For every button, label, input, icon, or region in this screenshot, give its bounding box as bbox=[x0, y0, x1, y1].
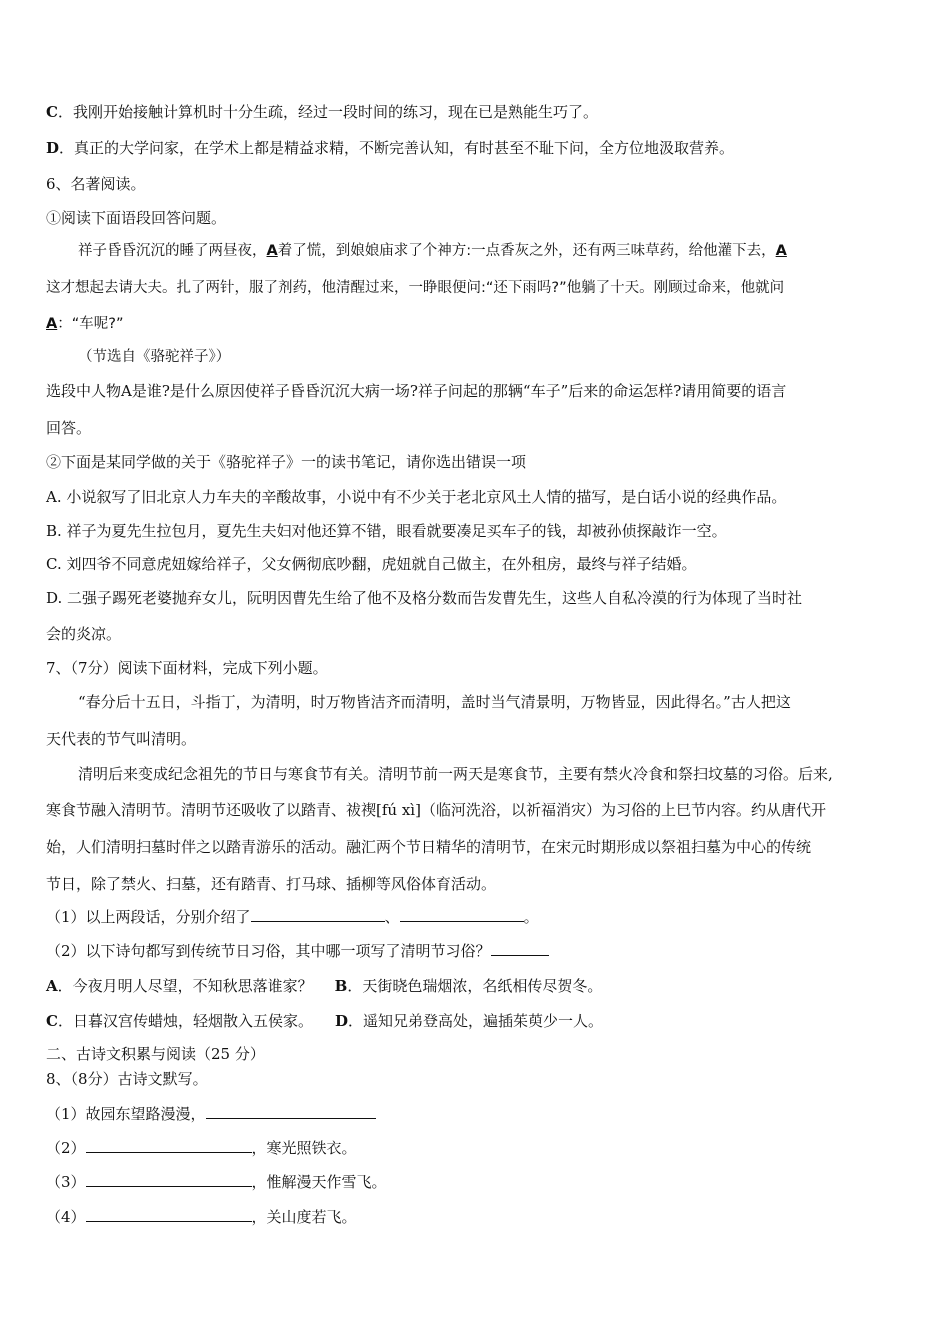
q8-heading: 8、（8分）古诗文默写。 bbox=[46, 1070, 208, 1088]
passage-line-3: A：“车呢?” bbox=[46, 316, 124, 332]
q8-item-1: （1）故园东望路漫漫， bbox=[46, 1104, 910, 1124]
q7-p2-line-3: 始，人们清明扫墓时伴之以踏青游乐的活动。融汇两个节日精华的清明节，在宋元时期形成以祭祖扫墓为中心的传统 bbox=[46, 838, 812, 856]
q5-option-c: C．我刚开始接触计算机时十分生疏，经过一段时间的练习，现在已是熟能生巧了。 bbox=[46, 103, 598, 121]
q7-options-cd: C．日暮汉宫传蜡烛，轻烟散入五侯家。 D．遥知兄弟登高处，遍插茱萸少一人。 bbox=[46, 1012, 603, 1030]
q6-question-line-1: 选段中人物A是谁?是什么原因使祥子昏昏沉沉大病一场?祥子问起的那辆“车子”后来的命运怎样?请用简要的语言 bbox=[46, 382, 787, 400]
q8-item-4: （4） ，关山度若飞。 bbox=[46, 1208, 357, 1226]
answer-blank[interactable] bbox=[86, 1207, 252, 1222]
q6-question-line-2: 回答。 bbox=[46, 419, 92, 437]
q5-option-d: D．真正的大学问家，在学术上都是精益求精，不断完善认知，有时甚至不耻下问，全方位地汲取营养。 bbox=[46, 139, 735, 157]
q8-item-2: （2） ，寒光照铁衣。 bbox=[46, 1139, 357, 1157]
passage-line-1: 祥子昏昏沉沉的睡了两昼夜，A着了慌，到娘娘庙求了个神方:一点香灰之外，还有两三味草药，给他灌下去，A bbox=[78, 243, 787, 259]
q7-p2-line-4: 节日，除了禁火、扫墓，还有踏青、打马球、插柳等风俗体育活动。 bbox=[46, 875, 497, 893]
q7-subq-2: （2）以下诗句都写到传统节日习俗，其中哪一项写了清明节习俗？ bbox=[46, 941, 910, 961]
section-2-heading: 二、古诗文积累与阅读（25 分） bbox=[46, 1045, 265, 1063]
q6-option-d-cont: 会的炎凉。 bbox=[46, 625, 122, 643]
q6-option-d: D. 二强子踢死老婆抛弃女儿，阮明因曹先生给了他不及格分数而告发曹先生，这些人自私冷漠的行为体现了当时社 bbox=[46, 589, 803, 607]
answer-blank[interactable] bbox=[251, 907, 385, 922]
answer-blank[interactable] bbox=[491, 941, 549, 956]
answer-blank[interactable] bbox=[206, 1104, 376, 1119]
q6-option-c: C. 刘四爷不同意虎妞嫁给祥子，父女俩彻底吵翻，虎妞就自己做主，在外租房，最终与祥子结婚。 bbox=[46, 555, 697, 573]
answer-blank[interactable] bbox=[86, 1172, 252, 1187]
answer-blank[interactable] bbox=[400, 907, 524, 922]
q8-item-3: （3） ，惟解漫天作雪飞。 bbox=[46, 1173, 387, 1191]
q7-heading: 7、（7分）阅读下面材料，完成下列小题。 bbox=[46, 659, 328, 677]
answer-blank[interactable] bbox=[86, 1138, 252, 1153]
q6-heading: 6、名著阅读。 bbox=[46, 175, 146, 193]
q7-p1-line-2: 天代表的节气叫清明。 bbox=[46, 730, 197, 748]
q7-p1-line-1: “春分后十五日，斗指丁，为清明，时万物皆洁齐而清明，盖时当气清景明，万物皆显，因此得名。”古人把这 bbox=[78, 693, 791, 711]
q6-option-a: A. 小说叙写了旧北京人力车夫的辛酸故事，小说中有不少关于老北京风土人情的描写，是白话小说的经典作品。 bbox=[46, 488, 787, 506]
q6-option-b: B. 祥子为夏先生拉包月，夏先生夫妇对他还算不错，眼看就要凑足买车子的钱，却被孙侦探敲诈一空。 bbox=[46, 522, 727, 540]
q6-sub1: ①阅读下面语段回答问题。 bbox=[46, 209, 227, 227]
passage-line-2: 这才想起去请大夫。扎了两针，服了剂药，他清醒过来，一睁眼便问:“还下雨吗?”他躺了十天。刚顾过命来，他就问 bbox=[46, 280, 785, 296]
q7-p2-line-2: 寒食节融入清明节。清明节还吸收了以踏青、祓禊[fú xì]（临河洗浴，以祈福消灾）为习俗的上巳节内容。约从唐代开 bbox=[46, 801, 826, 819]
q7-options-ab: A．今夜月明人尽望，不知秋思落谁家？ B．天街晓色瑞烟浓，名纸相传尽贺冬。 bbox=[46, 977, 603, 995]
q7-subq-1: （1）以上两段话，分别介绍了 、 。 bbox=[46, 908, 539, 926]
q7-p2-line-1: 清明后来变成纪念祖先的节日与寒食节有关。清明节前一两天是寒食节，主要有禁火冷食和祭扫坟墓的习俗。后来, bbox=[78, 765, 833, 783]
q6-sub2: ②下面是某同学做的关于《骆驼祥子》一的读书笔记，请你选出错误一项 bbox=[46, 453, 527, 471]
passage-source: （节选自《骆驼祥子》） bbox=[78, 349, 231, 365]
